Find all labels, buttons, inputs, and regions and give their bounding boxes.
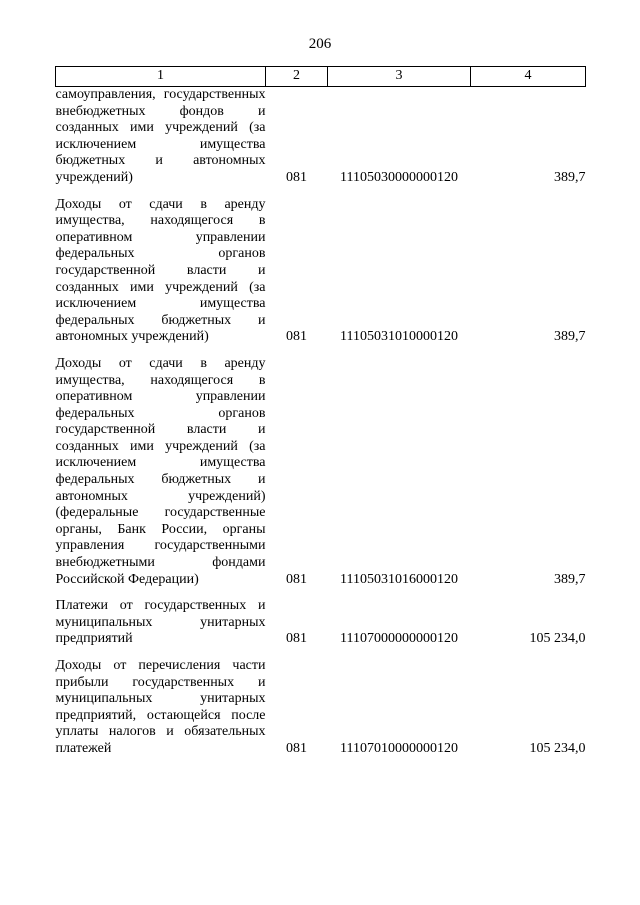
row-amount: 389,7 [554,571,586,587]
row-amount: 389,7 [554,169,586,185]
row-budget-code: 11105031016000120 [340,571,458,587]
row-admin-code: 081 [286,329,307,345]
row-description: Доходы от перечисления части прибыли государственных и муниципальных унитарных предприятий, остающейся после уплаты налогов и обязательных платежей [55,658,266,756]
row-budget-code: 11105031010000120 [340,329,458,345]
header-col-3: 3 [328,67,471,87]
row-description: самоуправления, государственных внебюджетных фондов и созданных ими учреждений (за исключением имущества бюджетных и автономных учреждений) [55,87,266,185]
row-budget-code: 11105030000000120 [340,169,458,185]
row-budget-code: 11107000000000120 [340,631,458,647]
row-admin-code: 081 [286,740,307,756]
header-col-1: 1 [56,67,266,87]
row-amount: 105 234,0 [529,740,586,756]
row-spacer [56,588,586,598]
row-budget-code: 11107010000000120 [340,740,458,756]
row-description: Доходы от сдачи в аренду имущества, находящегося в оперативном управлении федеральных органов государственной власти и созданных ими учреждений (за исключением имущества федеральных бюджетных и автономных учреждений) [55,196,266,345]
table-header-row [56,67,586,87]
row-admin-code: 081 [286,571,307,587]
row-spacer [56,648,586,658]
row-admin-code: 081 [286,169,307,185]
row-spacer [56,187,586,197]
table-row [56,658,586,758]
row-amount: 105 234,0 [529,631,586,647]
row-description: Доходы от сдачи в аренду имущества, находящегося в оперативном управлении федеральных органов государственной власти и созданных ими учреждений (за исключением имущества федеральных бюджетных и автономных учреждений) (федеральные государственные органы, Банк России, органы управления государственными внебюджетными фондами Российской Федерации) [55,355,266,587]
budget-revenue-table [55,66,586,758]
row-admin-code: 081 [286,631,307,647]
table-row [56,197,586,346]
row-spacer [56,346,586,356]
row-amount: 389,7 [554,329,586,345]
row-description: Платежи от государственных и муниципальных унитарных предприятий [55,598,266,647]
table-row [56,598,586,648]
table-row [56,356,586,588]
table-row [56,87,586,187]
header-col-2: 2 [266,67,328,87]
page-number: 206 [308,36,332,52]
header-col-4: 4 [471,67,586,87]
